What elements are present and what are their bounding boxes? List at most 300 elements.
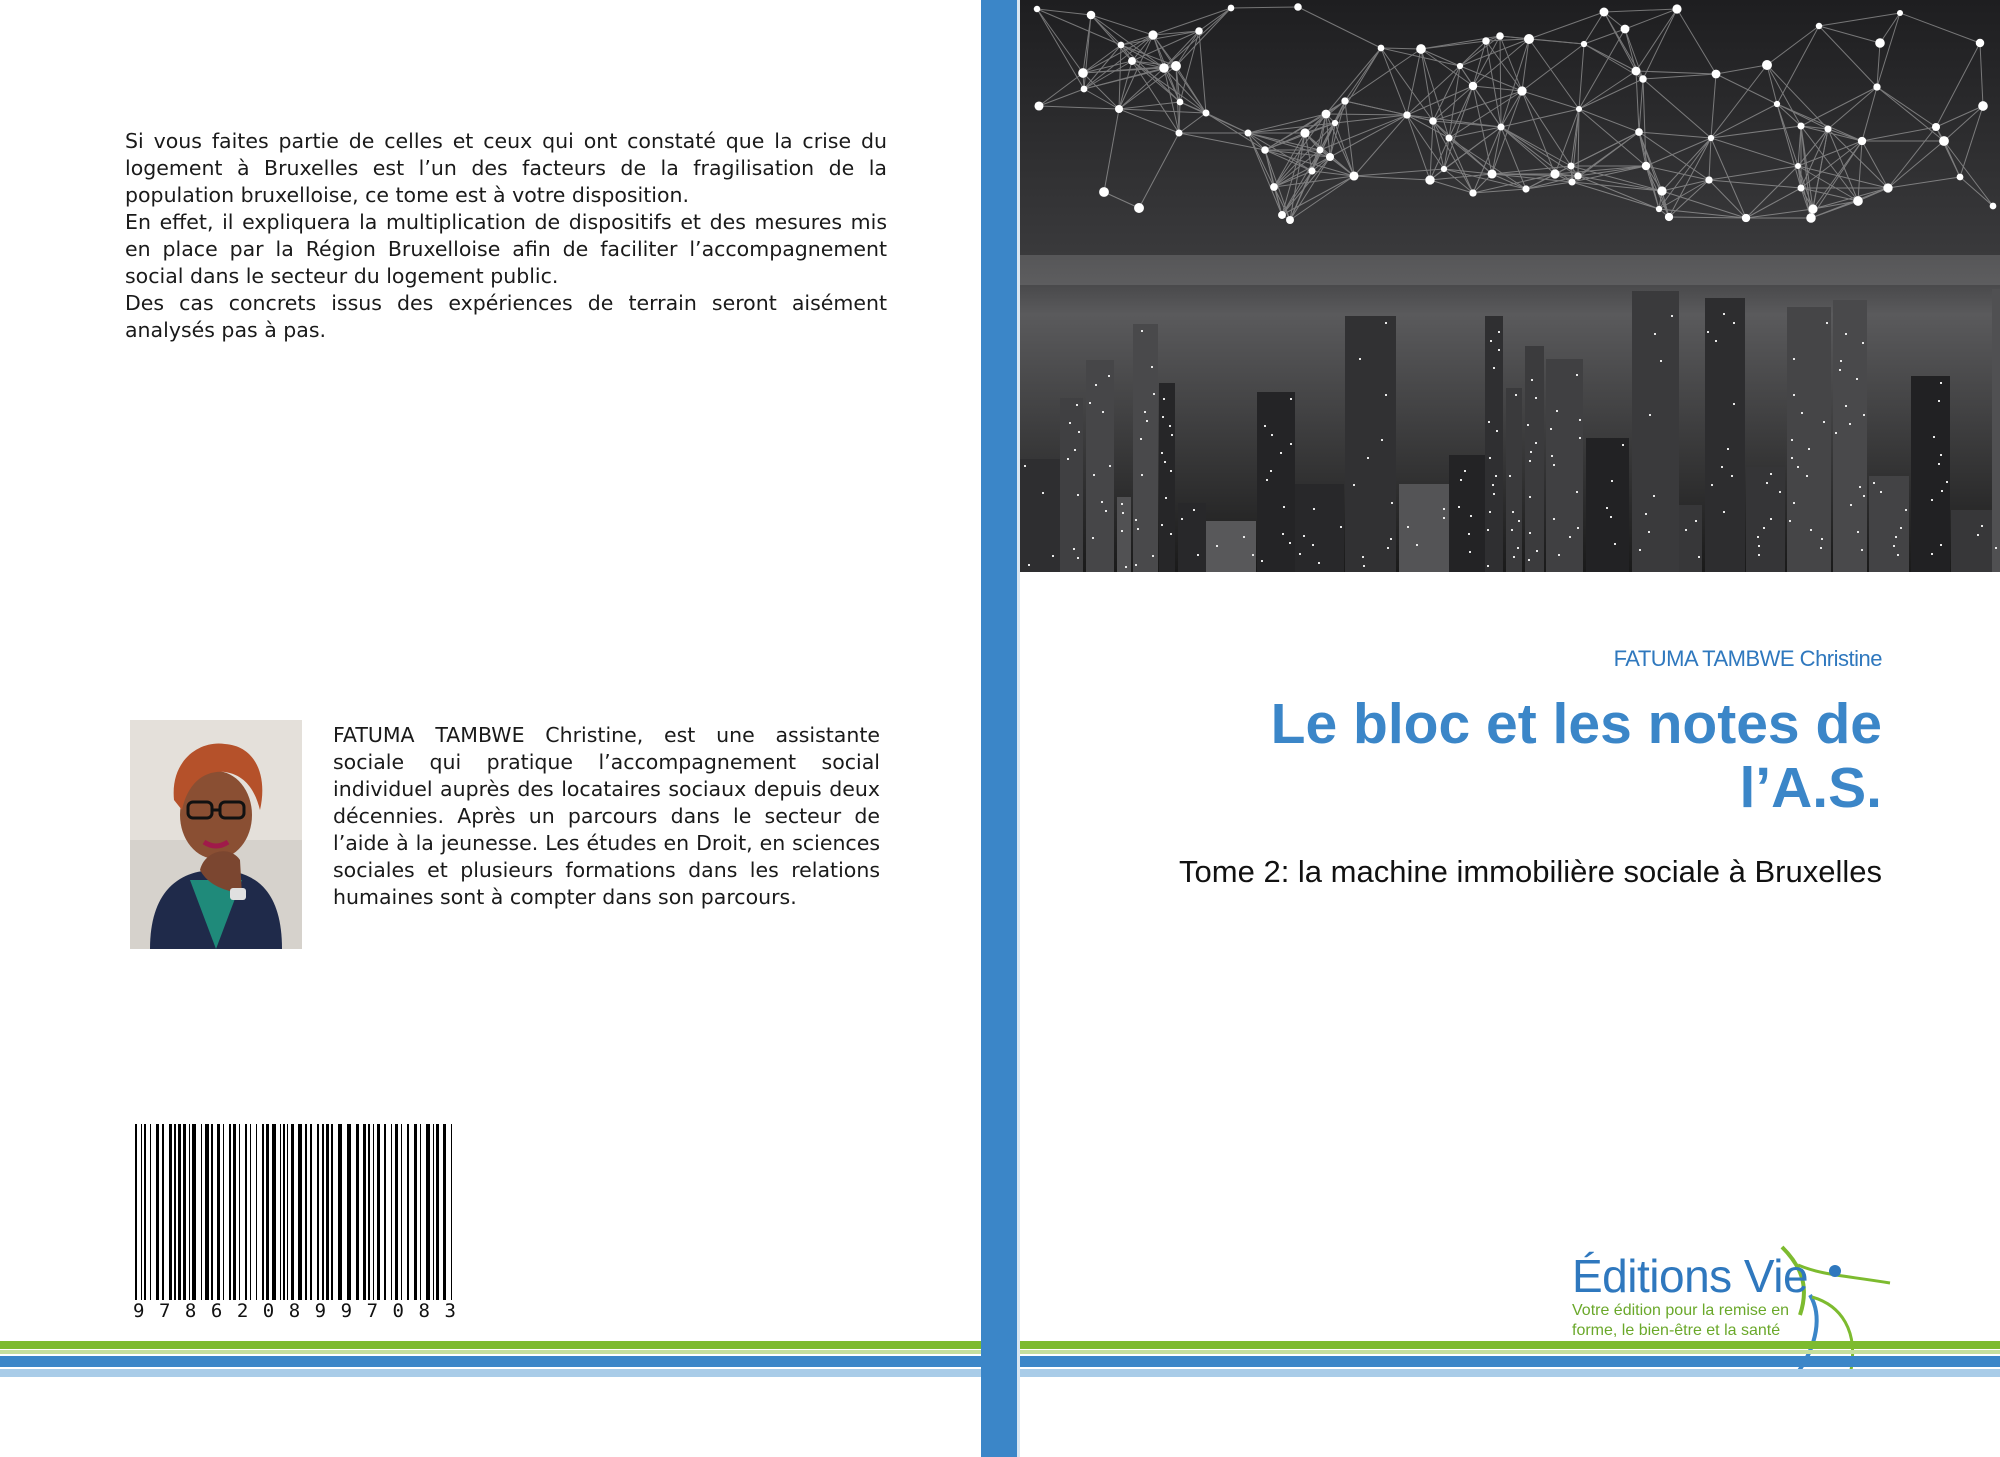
network-node [1441,166,1447,172]
building-window-light [1089,402,1091,404]
network-node [1853,196,1863,206]
building-window-light [1261,560,1263,562]
barcode-bar [347,1124,351,1300]
building-window-light [1614,543,1616,545]
building-window-light [1551,455,1553,457]
network-node [1522,185,1529,192]
barcode-bar [272,1124,276,1300]
network-node [1115,105,1123,113]
barcode-bar [205,1124,209,1300]
building-window-light [1648,531,1650,533]
building-window-light [1731,475,1733,477]
building-window-light [1141,474,1143,476]
barcode-bar [156,1124,159,1300]
building-window-light [1362,556,1364,558]
building-window-light [1125,566,1127,568]
network-node [1300,128,1309,137]
building-window-light [1470,515,1472,517]
building-window-light [1101,501,1103,503]
barcode-bar [391,1124,392,1300]
network-node [1425,175,1434,184]
building-window-light [1121,530,1123,532]
network-node [1332,120,1338,126]
barcode-bar [201,1124,202,1300]
network-node [1148,30,1157,39]
building-window-light [1164,461,1166,463]
network-node [1524,34,1534,44]
building-window-light [1266,479,1268,481]
building-window-light [1931,553,1933,555]
city-building [1869,476,1909,572]
building-window-light [1363,565,1365,567]
building-window-light [1893,545,1895,547]
network-node [1175,129,1182,136]
building-window-light [1359,358,1361,360]
network-node [1600,8,1609,17]
network-node [1496,32,1504,40]
network-node [1228,5,1235,12]
building-window-light [1981,525,1983,527]
network-node [1378,45,1385,52]
building-window-light [1569,536,1571,538]
building-window-light [1488,421,1490,423]
network-node [1497,123,1504,130]
building-window-light [1839,369,1841,371]
barcode-bar [368,1124,370,1300]
network-node [1341,97,1348,104]
building-window-light [1649,414,1651,416]
building-window-light [1515,394,1517,396]
network-node [1672,4,1681,13]
building-window-light [1863,414,1865,416]
network-node [1978,101,1988,111]
network-node [1034,6,1040,12]
barcode-bar [310,1124,312,1300]
building-window-light [1757,536,1759,538]
building-window-light [1170,470,1172,472]
network-node [1990,203,1997,210]
building-window-light [1793,358,1795,360]
building-window-light [1181,518,1183,520]
building-window-light [1823,421,1825,423]
building-window-light [1490,340,1492,342]
building-window-light [1076,404,1078,406]
network-node [1349,171,1358,180]
building-window-light [1498,349,1500,351]
building-window-light [1639,549,1641,551]
network-node [1278,211,1286,219]
building-window-light [1313,508,1315,510]
barcode-bar [322,1124,324,1300]
barcode-bar [436,1124,439,1300]
network-node [1403,111,1410,118]
building-window-light [1493,367,1495,369]
network-node [1159,63,1169,73]
building-window-light [1458,506,1460,508]
barcode-bar [395,1124,398,1300]
network-node [1656,206,1662,212]
building-window-light [1381,439,1383,441]
network-node [1195,27,1203,35]
building-window-light [1558,554,1560,556]
building-window-light [1845,405,1847,407]
building-window-light [1340,526,1342,528]
network-node [1517,86,1526,95]
building-window-light [1723,511,1725,513]
barcode-bar [384,1124,386,1300]
building-window-light [1416,544,1418,546]
building-window-light [1527,424,1529,426]
publisher-name: Éditions Vie [1572,1250,1809,1302]
building-window-light [1152,555,1154,557]
building-window-light [1270,470,1272,472]
barcode-bar [363,1124,366,1300]
network-node [1099,187,1109,197]
building-window-light [1489,457,1491,459]
network-node [1457,63,1463,69]
isbn-digit: 7 [158,1300,171,1322]
building-window-light [1859,486,1861,488]
building-window-light [1845,333,1847,335]
isbn-digit: 8 [418,1300,430,1322]
city-building [1586,438,1629,572]
barcode-bar [443,1124,446,1300]
building-window-light [1193,509,1195,511]
barcode-bar [326,1124,329,1300]
network-node [1270,183,1278,191]
building-window-light [1995,547,1997,549]
building-window-light [1318,562,1320,564]
building-window-light [1077,494,1079,496]
network-node [1445,134,1452,141]
building-window-light [1528,559,1530,561]
network-node [1118,42,1125,49]
building-window-light [1611,480,1613,482]
building-window-light [1391,502,1393,504]
building-window-light [1654,333,1656,335]
building-window-light [1367,457,1369,459]
building-window-light [1946,481,1948,483]
network-node [1774,101,1780,107]
network-node [1576,106,1582,112]
building-window-light [1518,520,1520,522]
building-window-light [1078,431,1080,433]
building-window-light [1095,384,1097,386]
building-window-light [1171,434,1173,436]
building-window-light [1849,423,1851,425]
building-window-light [1536,550,1538,552]
building-window-light [1407,526,1409,528]
building-window-light [1779,491,1781,493]
network-node [1639,75,1647,83]
network-node [1469,82,1477,90]
building-window-light [1758,545,1760,547]
isbn-digit: 8 [288,1300,301,1322]
building-window-light [1801,412,1803,414]
network-node [1322,110,1331,119]
book-subtitle: Tome 2: la machine immobilière sociale à Bruxelles [1179,854,1882,889]
building-window-light [1531,379,1533,381]
building-window-light [1271,434,1273,436]
building-window-light [1146,420,1148,422]
barcode-bar [262,1124,264,1300]
network-node [1574,172,1581,179]
building-window-light [1163,398,1165,400]
building-window-light [1243,536,1245,538]
building-window-light [1216,545,1218,547]
building-window-light [1283,506,1285,508]
building-window-light [1140,438,1142,440]
network-node [1635,128,1643,136]
building-window-light [1496,430,1498,432]
building-window-light [1897,554,1899,556]
barcode-bar [192,1124,196,1300]
building-window-light [1264,425,1266,427]
building-window-light [1162,416,1164,418]
city-building [1178,503,1206,572]
network-node [1657,186,1666,195]
barcode-bar [280,1124,281,1300]
building-window-light [1727,448,1729,450]
network-node [1203,110,1210,117]
barcode-bar [183,1124,186,1300]
building-window-light [1513,556,1515,558]
building-window-light [1821,538,1823,540]
building-window-light [1856,378,1858,380]
isbn-digit: 6 [210,1300,223,1322]
building-window-light [1977,534,1979,536]
building-window-light [1108,375,1110,377]
network-node [1621,25,1630,34]
barcode-bar [250,1124,251,1300]
network-node [1286,216,1294,224]
barcode-bar [356,1124,359,1300]
building-window-light [1290,443,1292,445]
building-window-light [1810,529,1812,531]
author-photo [130,720,302,949]
building-window-light [1577,527,1579,529]
city-building [1911,376,1950,572]
building-window-light [1808,448,1810,450]
network-node [1482,37,1490,45]
horizon-haze [1020,255,2000,285]
network-node [1875,38,1885,48]
building-window-light [1093,474,1095,476]
building-window-light [1137,528,1139,530]
network-node [1078,68,1088,78]
building-window-light [1789,520,1791,522]
building-window-light [1940,544,1942,546]
network-node [1742,214,1750,222]
network-node [1261,146,1269,154]
network-node [1081,86,1088,93]
city-building [1257,392,1295,572]
city-building [1206,521,1256,572]
city-building [1546,359,1583,572]
network-node [1326,153,1334,161]
network-node [1665,213,1673,221]
isbn-digit: 8 [184,1300,197,1322]
city-building [1399,484,1449,572]
network-node [1429,117,1437,125]
isbn-digits [133,1300,456,1322]
building-window-light [1153,393,1155,395]
isbn-digit: 9 [314,1300,327,1322]
network-node [1932,123,1940,131]
city-building [1159,383,1175,572]
barcode-bar [377,1124,380,1300]
network-node [1797,122,1804,129]
building-window-light [1793,394,1795,396]
building-window-light [1556,410,1558,412]
network-node [1317,147,1324,154]
building-window-light [1940,382,1942,384]
building-window-light [1835,432,1837,434]
network-node [1808,204,1817,213]
building-window-light [1493,493,1495,495]
barcode-bar [373,1124,374,1300]
barcode-bar [338,1124,342,1300]
city-building [1060,398,1083,572]
barcode-bar [233,1124,236,1300]
barcode-bar [150,1124,151,1300]
building-window-light [1517,547,1519,549]
city-building [1992,289,2000,572]
network-node [1897,10,1903,16]
building-window-light [1299,553,1301,555]
network-node [1568,178,1575,185]
building-window-light [1857,531,1859,533]
barcode-bar [266,1124,269,1300]
building-window-light [1766,482,1768,484]
barcode-bar [420,1124,421,1300]
city-building [1449,455,1485,572]
building-window-light [1169,425,1171,427]
network-node [1762,60,1772,70]
building-window-light [1069,422,1071,424]
building-window-light [1529,532,1531,534]
building-window-light [1660,360,1662,362]
network-node [1087,11,1096,20]
building-window-light [1052,555,1054,557]
building-window-light [1873,482,1875,484]
building-window-light [1707,331,1709,333]
barcode-bar [229,1124,231,1300]
network-node [1134,203,1144,213]
building-window-light [1161,524,1163,526]
network-node [1806,213,1816,223]
cover-author-name: FATUMA TAMBWE Christine [1613,646,1882,671]
city-building [1506,388,1522,572]
barcode-bar [189,1124,190,1300]
barcode-bar [317,1124,319,1300]
city-building [1705,298,1745,572]
building-window-light [1512,511,1514,513]
building-window-light [1443,517,1445,519]
author-bio: FATUMA TAMBWE Christine, est une assistante sociale qui pratique l’accompagnement social individuel auprès des locataires sociaux depuis deux décennies. Après un parcours dans le secteur de l’aide à la jeunesse. Les études en Droit, en sciences sociales et plusieurs formations dans les relations humaines sont à compter dans son parcours. [333,723,880,909]
building-window-light [1511,529,1513,531]
building-window-light [1900,527,1902,529]
isbn-digit: 0 [262,1300,275,1322]
network-node [1824,125,1831,132]
building-window-light [1671,315,1673,317]
building-window-light [1489,511,1491,513]
building-window-light [1144,411,1146,413]
building-window-light [1073,548,1075,550]
barcode-bar [305,1124,307,1300]
isbn-digit: 7 [366,1300,379,1322]
building-window-light [1385,322,1387,324]
blurb-paragraph: En effet, il expliquera la multiplication de dispositifs et des mesures mis en place par la Région Bruxelloise afin de faciliter l’accompagnement social dans le secteur du logement public. [125,210,887,288]
building-window-light [1791,457,1793,459]
network-node [1795,163,1801,169]
barcode-bar [141,1124,142,1300]
building-window-light [1698,556,1700,558]
building-window-light [1024,465,1026,467]
building-window-light [1067,458,1069,460]
city-building [1117,497,1131,572]
building-window-light [1711,484,1713,486]
building-window-light [1121,503,1123,505]
building-window-light [1721,466,1723,468]
city-building [1746,467,1785,572]
isbn-barcode [133,1124,456,1324]
barcode-bar [283,1124,285,1300]
building-window-light [1492,484,1494,486]
building-window-light [1763,527,1765,529]
barcode-bar [174,1124,176,1300]
building-window-light [1495,475,1497,477]
building-window-light [1443,508,1445,510]
city-building [1787,307,1831,572]
city-building [1485,316,1503,572]
building-window-light [1941,490,1943,492]
book-spine-overlay [981,0,1017,1457]
building-window-light [1820,547,1822,549]
building-window-light [1895,536,1897,538]
building-window-light [1606,507,1608,509]
barcode-bar [426,1124,430,1300]
city-building [1295,484,1344,572]
network-node [1308,167,1315,174]
back-cover-blurb [125,128,887,344]
city-building [1133,324,1158,572]
building-window-light [1252,554,1254,556]
network-node [1642,162,1650,170]
building-window-light [1290,398,1292,400]
barcode-bar [291,1124,294,1300]
network-node [1873,83,1880,90]
barcode-bar [401,1124,402,1300]
building-window-light [1793,502,1795,504]
building-window-light [1863,495,1865,497]
network-node [1976,39,1984,47]
building-window-light [1685,529,1687,531]
building-window-light [1460,479,1462,481]
building-window-light [1074,449,1076,451]
building-window-light [1610,516,1612,518]
building-window-light [1487,565,1489,567]
network-node [1708,135,1714,141]
network-node [1816,23,1822,29]
publisher-tagline: Votre édition pour la remise en forme, le bien-être et la santé [1572,1302,1790,1339]
network-node [1128,57,1136,65]
spine-edge-overlay [1017,0,1020,1457]
building-window-light [1077,557,1079,559]
building-window-light [1282,533,1284,535]
building-window-light [1092,537,1094,539]
barcode-bar [256,1124,257,1300]
